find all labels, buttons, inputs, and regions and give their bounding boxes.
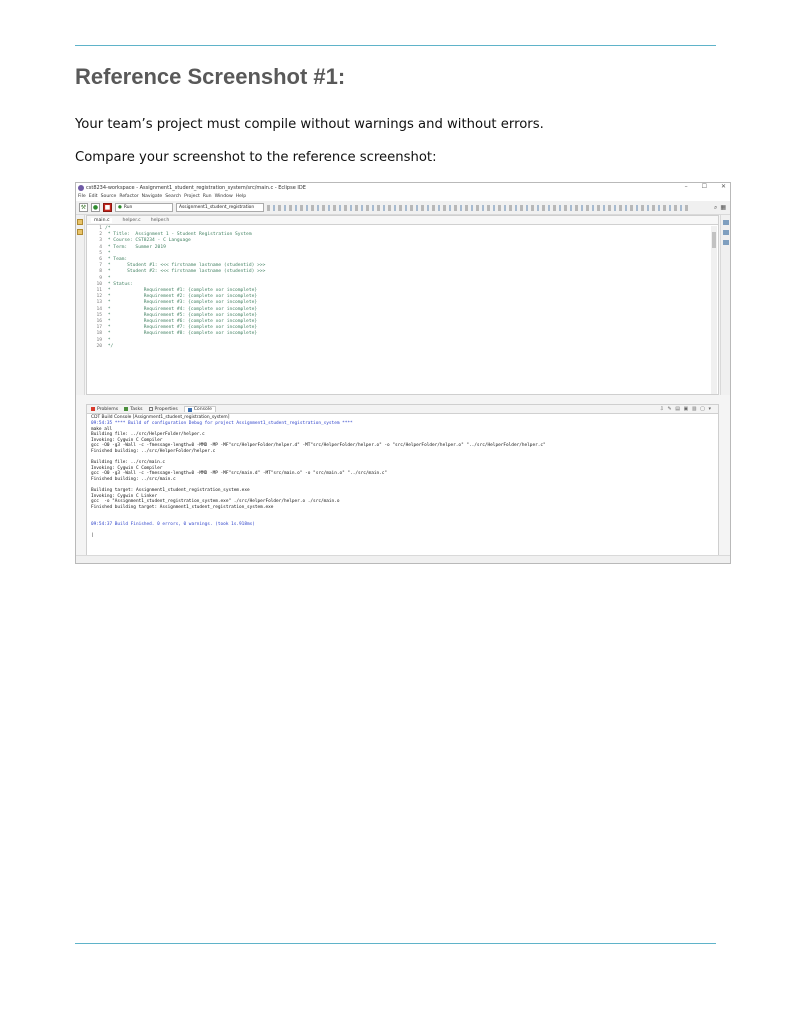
maximize-icon[interactable]: ☐ — [701, 183, 707, 190]
line-number: 5 — [99, 250, 102, 256]
menu-help[interactable]: Help — [235, 194, 247, 199]
search-icon[interactable]: ⌕ — [713, 204, 718, 211]
tab-problems-label: Problems — [97, 406, 119, 412]
console-toolbar[interactable]: ⇩ ✎ ▤ ▣ ▥ ▢ ▾ — [659, 406, 712, 412]
console-line: Invoking: Cygwin C Linker — [91, 493, 158, 499]
window-title: cst8234-workspace - Assignment1_student_registration_system/src/main.c - Eclipse IDE — [86, 184, 306, 191]
console-line: make all — [91, 426, 113, 432]
line-number: 12 — [96, 294, 102, 300]
code-text: /* — [105, 226, 111, 231]
console-line: | — [91, 532, 94, 538]
code-editor[interactable] — [86, 215, 719, 395]
line-number: 16 — [96, 319, 102, 325]
launch-mode-select[interactable] — [115, 203, 173, 212]
problems-icon — [91, 407, 95, 411]
properties-icon — [149, 407, 153, 411]
code-text: * — [105, 275, 111, 281]
code-text: */ — [105, 343, 114, 349]
console-icon — [188, 408, 192, 412]
line-number: 6 — [99, 257, 102, 263]
tab-properties[interactable] — [149, 407, 178, 412]
console-line: gcc -O0 -g3 -Wall -c -fmessage-length=0 -MMD -MP -MF"src/main.d" -MT"src/main.o" -o "src/main.o" "../src/main.c" — [91, 471, 388, 477]
console-line: Building file: ../src/main.c — [91, 460, 166, 466]
eclipse-icon — [78, 185, 84, 191]
menu-edit[interactable]: Edit — [88, 194, 98, 199]
toolbar — [76, 201, 730, 215]
menu-refactor[interactable]: Refactor — [119, 194, 139, 199]
line-number: 3 — [99, 238, 102, 244]
header-rule — [75, 45, 716, 46]
console-line: Finished building: ../src/main.c — [91, 476, 176, 482]
tab-problems[interactable] — [91, 407, 118, 412]
menu-file[interactable]: File — [78, 194, 86, 199]
console-line: 09:54:35 **** Build of configuration Debug for project Assignment1_student_registration_system **** — [91, 421, 353, 426]
run-mode-icon: ● — [118, 205, 122, 210]
menu-search[interactable]: Search — [165, 194, 182, 199]
menu-window[interactable]: Window — [214, 194, 233, 199]
launch-icon[interactable]: ● — [92, 203, 99, 211]
console-line: Finished building target: Assignment1_student_registration_system.exe — [91, 504, 274, 510]
line-number: 4 — [99, 244, 102, 250]
footer-rule — [75, 943, 716, 944]
tab-tasks-label: Tasks — [130, 406, 143, 412]
console-line: Invoking: Cygwin C Compiler — [91, 465, 163, 471]
code-text: * — [105, 250, 111, 256]
line-number: 20 — [96, 343, 102, 349]
minimize-icon[interactable]: – — [684, 183, 688, 190]
console-panel — [86, 404, 719, 564]
console-line: Building file: ../src/HelperFolder/helper.c — [91, 432, 205, 438]
code-text: * Course: CST8234 - C Language — [105, 238, 191, 244]
menu-run[interactable]: Run — [202, 194, 212, 199]
line-number: 1 — [99, 226, 102, 231]
console-line: Building target: Assignment1_student_registration_system.exe — [91, 488, 250, 494]
build-icon[interactable]: ⚒ — [80, 203, 87, 211]
close-icon[interactable]: ✕ — [720, 183, 726, 190]
code-text: * Requirement #3: {complete xor incomplete} — [105, 300, 258, 306]
console-header: CDT Build Console [Assignment1_student_registration_system] — [91, 415, 230, 420]
window-controls — [685, 183, 726, 190]
launch-config-select[interactable] — [176, 203, 264, 212]
outline-view-icon[interactable] — [723, 220, 729, 225]
code-area[interactable] — [87, 226, 709, 350]
code-text: * Student #2: <<< firstname lastname (studentid) >>> — [105, 269, 266, 275]
project-explorer-icon[interactable] — [77, 219, 83, 225]
reference-screenshot — [75, 182, 731, 564]
outline-icon[interactable] — [77, 229, 83, 235]
line-number: 11 — [96, 288, 102, 294]
tab-helper-c[interactable]: helper.c — [122, 217, 141, 223]
line-number: 9 — [99, 275, 102, 281]
menu-project[interactable]: Project — [184, 194, 200, 199]
line-number: 2 — [99, 232, 102, 238]
launch-mode-value: Run — [123, 205, 133, 210]
make-target-icon[interactable] — [723, 240, 729, 245]
code-line — [87, 344, 709, 350]
code-text: * Requirement #8: {complete xor incomplete} — [105, 331, 258, 337]
code-text: * Team: — [105, 257, 128, 263]
code-text: * Title: Assignment 1 - Student Registration System — [105, 232, 252, 238]
ide-body — [76, 215, 730, 563]
code-text: * — [105, 337, 111, 343]
menu-bar — [76, 192, 730, 201]
code-text: * Requirement #4: {complete xor incomplete} — [105, 306, 258, 312]
tasks-icon — [124, 407, 128, 411]
code-text: * Requirement #2: {complete xor incomplete} — [105, 294, 258, 300]
tab-console[interactable] — [184, 406, 216, 412]
line-number: 8 — [99, 269, 102, 275]
left-trim — [76, 215, 85, 395]
task-list-icon[interactable] — [723, 230, 729, 235]
perspective-icon[interactable]: ▦ — [720, 204, 726, 211]
code-text: * Term: Summer 2019 — [105, 244, 166, 250]
console-line: 09:54:37 Build Finished. 0 errors, 0 warnings. (took 1s.918ms) — [91, 521, 255, 527]
compare-paragraph: Compare your screenshot to the reference screenshot: — [75, 150, 437, 165]
menu-navigate[interactable]: Navigate — [141, 194, 163, 199]
tab-console-label: Console — [193, 407, 212, 412]
line-number: 19 — [96, 337, 102, 343]
console-line: gcc -o "Assignment1_student_registration_system.exe" ./src/HelperFolder/helper.o ./src/main.o — [91, 499, 340, 505]
console-line: Invoking: Cygwin C Compiler — [91, 437, 163, 443]
code-text: * Requirement #5: {complete xor incomplete} — [105, 312, 258, 318]
line-number: 13 — [96, 300, 102, 306]
line-number: 15 — [96, 312, 102, 318]
stop-icon[interactable]: ■ — [104, 203, 111, 211]
status-bar — [76, 555, 730, 563]
tab-helper-h[interactable]: helper.h — [150, 217, 170, 223]
line-number: 17 — [96, 325, 102, 331]
console-line: gcc -O0 -g3 -Wall -c -fmessage-length=0 -MMD -MP -MF"src/HelperFolder/helper.d" -MT"src/HelperFolder/helper.o" -o "src/HelperFolder/helper.o" "../src/HelperFolder/helper.c" — [91, 443, 546, 449]
ide-title-bar — [76, 183, 730, 192]
code-text: * Requirement #7: {complete xor incomplete} — [105, 325, 258, 331]
console-output[interactable] — [87, 421, 718, 538]
launch-config-value: Assignment1_student_registration — [179, 205, 255, 210]
line-number: 18 — [96, 331, 102, 337]
code-text: * Requirement #6: {complete xor incomplete} — [105, 319, 258, 325]
toolbar-right — [714, 204, 726, 212]
code-text: * Requirement #1: {complete xor incomplete} — [105, 288, 258, 294]
console-tab-bar — [87, 405, 718, 414]
tab-main-c[interactable]: main.c — [91, 218, 112, 223]
editor-tab-bar — [87, 216, 718, 225]
line-number: 7 — [99, 263, 102, 269]
page-title: Reference Screenshot #1: — [75, 64, 346, 89]
code-text: * Student #1: <<< firstname lastname (studentid) >>> — [105, 263, 266, 269]
console-line: Finished building: ../src/HelperFolder/helper.c — [91, 448, 216, 454]
editor-scrollbar[interactable] — [711, 226, 717, 394]
line-number: 14 — [96, 306, 102, 312]
menu-source[interactable]: Source — [100, 194, 117, 199]
line-number: 10 — [96, 281, 102, 287]
code-text: * Status: — [105, 281, 133, 287]
right-trim — [720, 215, 730, 395]
tab-properties-label: Properties — [154, 406, 178, 412]
toolbar-icons-strip — [267, 205, 690, 211]
tab-tasks[interactable] — [124, 407, 142, 412]
instruction-paragraph: Your team’s project must compile without warnings and without errors. — [75, 117, 544, 132]
